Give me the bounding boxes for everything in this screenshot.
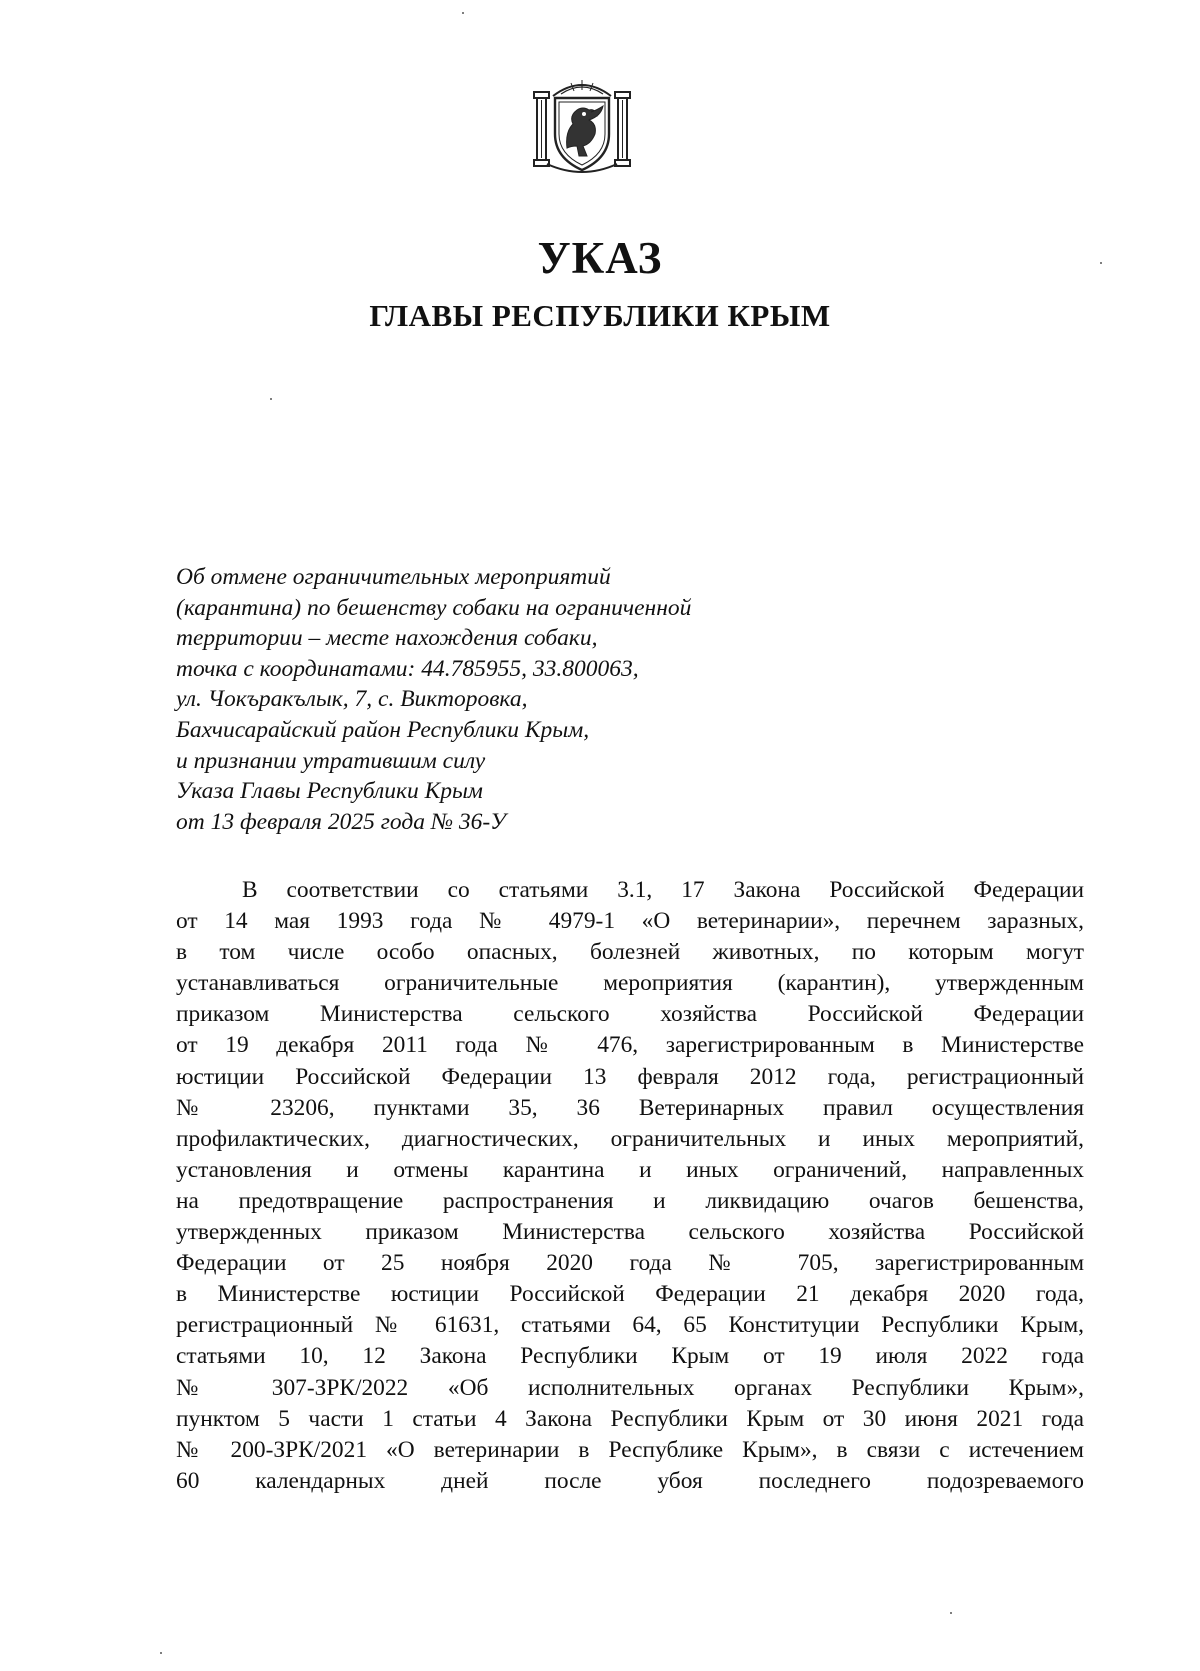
body-line: пунктом 5 части 1 статьи 4 Закона Республики Крым от 30 июня 2021 года xyxy=(176,1405,1084,1432)
heading-line: точка с координатами: 44.785955, 33.800063, xyxy=(176,655,639,682)
body-line: № 200-ЗРК/2021 «О ветеринарии в Республике Крым», в связи с истечением xyxy=(176,1436,1084,1463)
body-line: регистрационный № 61631, статьями 64, 65 Конституции Республики Крым, xyxy=(176,1312,1084,1339)
scan-speck xyxy=(950,1612,952,1614)
body-line: статьями 10, 12 Закона Республики Крым от 19 июля 2022 года xyxy=(176,1343,1084,1370)
body-line: В соответствии со статьями 3.1, 17 Закона Российской Федерации xyxy=(242,877,1084,903)
body-line: приказом Министерства сельского хозяйства Российской Федерации xyxy=(176,1001,1084,1028)
heading-line: Бахчисарайский район Республики Крым, xyxy=(176,716,590,743)
body-line: 60 календарных дней после убоя последнего подозреваемого xyxy=(176,1467,1084,1494)
heading-line: от 13 февраля 2025 года № 36-У xyxy=(176,808,506,835)
decree-heading xyxy=(176,562,796,837)
body-line: юстиции Российской Федерации 13 февраля 2012 года, регистрационный xyxy=(176,1063,1084,1090)
heading-line: ул. Чокъракълык, 7, с. Викторовка, xyxy=(176,686,528,713)
heading-line: Об отмене ограничительных мероприятий xyxy=(176,564,611,590)
body-line: в том числе особо опасных, болезней животных, по которым могут xyxy=(176,939,1084,966)
decree-body-paragraph xyxy=(176,875,1084,1497)
body-line: утвержденных приказом Министерства сельского хозяйства Российской xyxy=(176,1219,1084,1246)
crimea-coat-of-arms-icon xyxy=(531,76,633,178)
document-title: УКАЗ xyxy=(537,233,663,283)
scan-speck xyxy=(160,1652,162,1654)
body-line: № 307-ЗРК/2022 «Об исполнительных органах Республики Крым», xyxy=(176,1374,1084,1401)
body-line: от 19 декабря 2011 года № 476, зарегистрированным в Министерстве xyxy=(176,1032,1084,1059)
body-line: профилактических, диагностических, ограничительных и иных мероприятий, xyxy=(176,1125,1084,1152)
heading-line: и признании утратившим силу xyxy=(176,747,486,774)
body-line: на предотвращение распространения и ликвидацию очагов бешенства, xyxy=(176,1187,1084,1214)
scan-speck xyxy=(270,398,272,400)
heading-line: (карантина) по бешенству собаки на ограниченной xyxy=(176,594,692,621)
body-line: в Министерстве юстиции Российской Федерации 21 декабря 2020 года, xyxy=(176,1281,1084,1308)
body-line: № 23206, пунктами 35, 36 Ветеринарных правил осуществления xyxy=(176,1094,1084,1121)
heading-line: территории – месте нахождения собаки, xyxy=(176,625,598,652)
document-subtitle: ГЛАВЫ РЕСПУБЛИКИ КРЫМ xyxy=(369,298,831,333)
body-line: устанавливаться ограничительные мероприятия (карантин), утвержденным xyxy=(176,970,1084,997)
body-line: Федерации от 25 ноября 2020 года № 705, зарегистрированным xyxy=(176,1250,1084,1277)
scan-speck xyxy=(1100,262,1102,264)
body-line: установления и отмены карантина и иных ограничений, направленных xyxy=(176,1156,1084,1183)
heading-line: Указа Главы Республики Крым xyxy=(176,778,483,805)
scan-speck xyxy=(462,12,464,14)
body-line: от 14 мая 1993 года № 4979-1 «О ветеринарии», перечнем заразных, xyxy=(176,908,1084,935)
